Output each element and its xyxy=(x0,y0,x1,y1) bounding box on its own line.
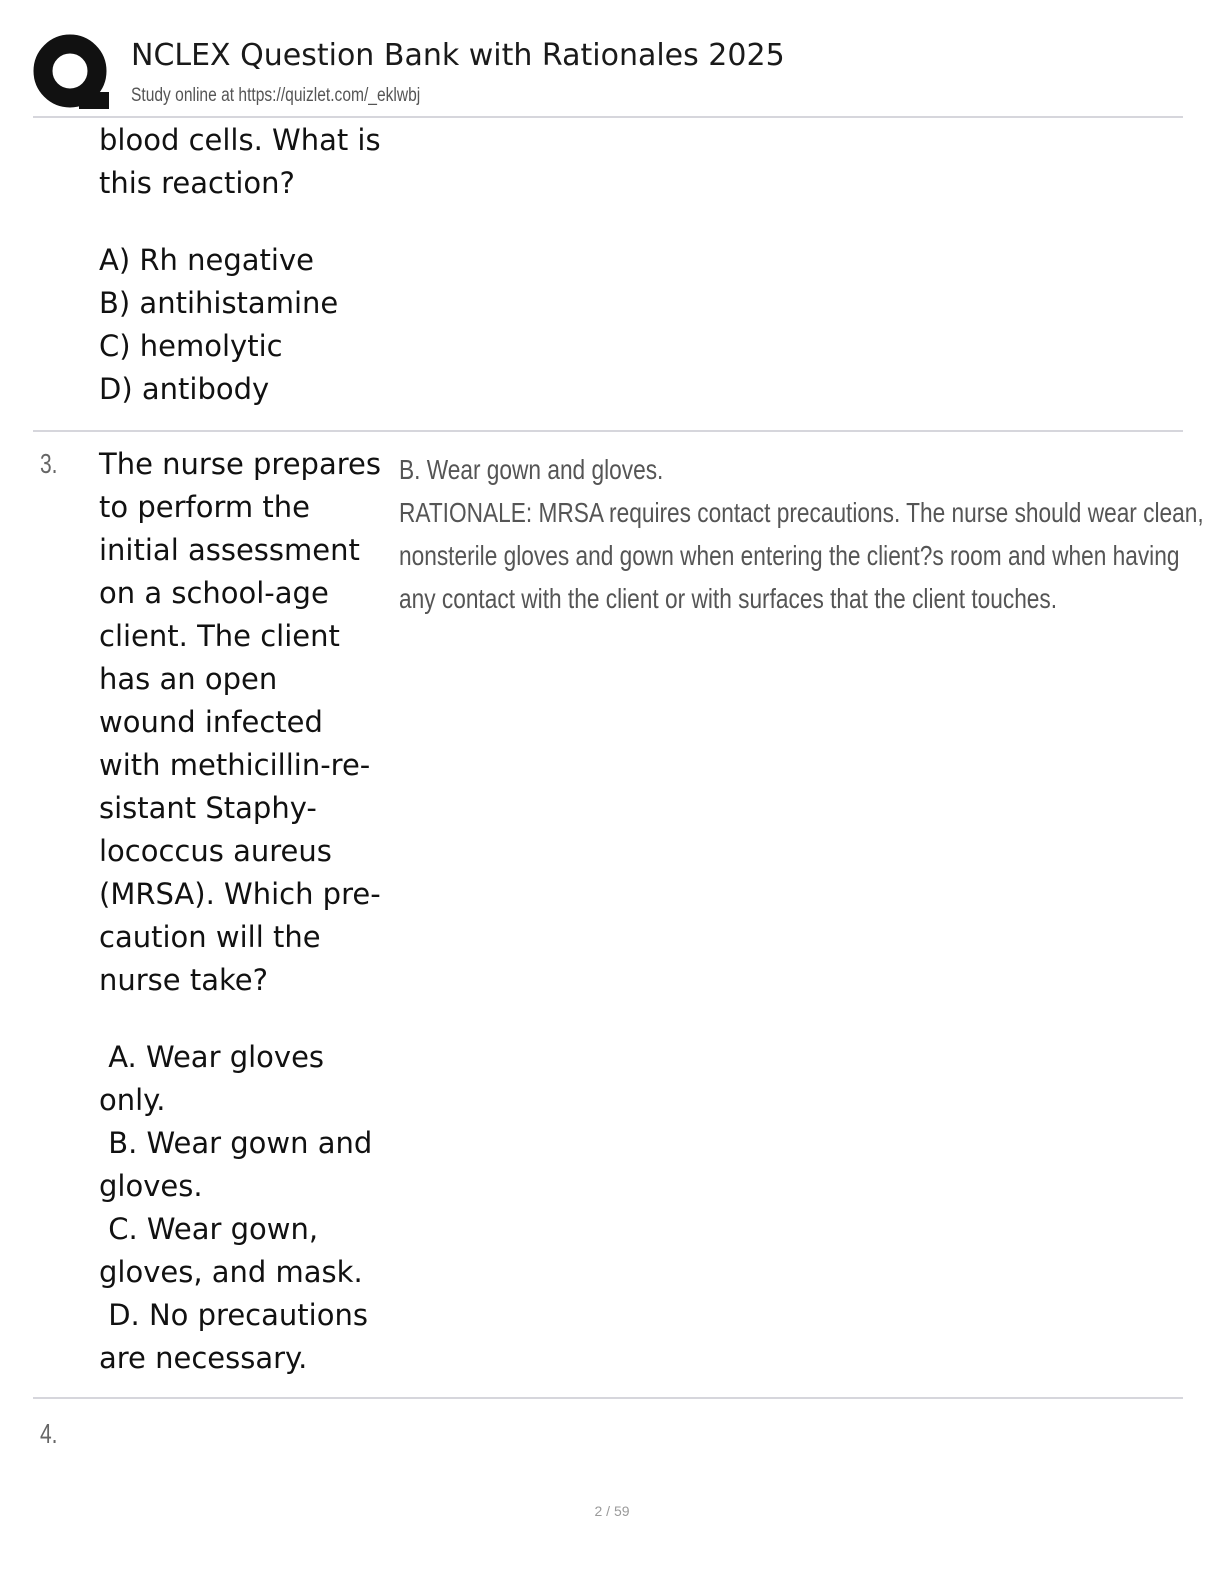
option-a-cont: only. xyxy=(99,1083,166,1117)
option-b: B. Wear gown and xyxy=(99,1126,373,1160)
question-text-line: caution will the xyxy=(99,920,321,954)
option-d-cont: are necessary. xyxy=(99,1341,308,1375)
option-d: D) antibody xyxy=(99,372,270,406)
document-title: NCLEX Question Bank with Rationales 2025 xyxy=(131,38,785,73)
question-text-line: lococcus aureus xyxy=(99,834,332,868)
question-text-line: The nurse prepares xyxy=(99,447,381,481)
question-4-number: 4. xyxy=(40,1418,58,1449)
page-number: 2 / 59 xyxy=(594,1503,630,1519)
option-a: A) Rh negative xyxy=(99,243,314,277)
question-text-line: has an open xyxy=(99,662,278,696)
question-text-line: this reaction? xyxy=(99,166,295,200)
option-b: B) antihistamine xyxy=(99,286,339,320)
quizlet-logo-icon xyxy=(33,34,111,112)
question-text-line: initial assessment xyxy=(99,533,360,567)
study-online-link[interactable]: Study online at https://quizlet.com/_eklwbj xyxy=(131,85,421,106)
question-text-line: blood cells. What is xyxy=(99,123,381,157)
question-3-number: 3. xyxy=(40,448,58,479)
question-2-continued xyxy=(99,119,391,411)
rationale-line: any contact with the client or with surfaces that the client touches. xyxy=(399,583,1058,614)
page-header xyxy=(33,34,1183,118)
question-3-answer xyxy=(399,448,1204,620)
option-d: D. No precautions xyxy=(99,1298,368,1332)
question-text-line: nurse take? xyxy=(99,963,268,997)
question-text-line: (MRSA). Which pre- xyxy=(99,877,381,911)
rationale-line: nonsterile gloves and gown when entering the client?s room and when having xyxy=(399,540,1180,571)
question-text-line: client. The client xyxy=(99,619,340,653)
option-c: C. Wear gown, xyxy=(99,1212,319,1246)
question-text-line: with methicillin-re- xyxy=(99,748,371,782)
question-text-line: on a school-age xyxy=(99,576,329,610)
question-divider xyxy=(33,430,1183,432)
answer-text: B. Wear gown and gloves. xyxy=(399,454,664,485)
option-a: A. Wear gloves xyxy=(99,1040,325,1074)
option-c: C) hemolytic xyxy=(99,329,283,363)
header-divider xyxy=(33,116,1183,118)
question-text-line: wound infected xyxy=(99,705,323,739)
question-divider xyxy=(33,1397,1183,1399)
option-b-cont: gloves. xyxy=(99,1169,203,1203)
question-text-line: to perform the xyxy=(99,490,310,524)
option-c-cont: gloves, and mask. xyxy=(99,1255,363,1289)
question-3-text xyxy=(99,443,391,1380)
question-text-line: sistant Staphy- xyxy=(99,791,317,825)
rationale-line: RATIONALE: MRSA requires contact precautions. The nurse should wear clean, xyxy=(399,497,1204,528)
